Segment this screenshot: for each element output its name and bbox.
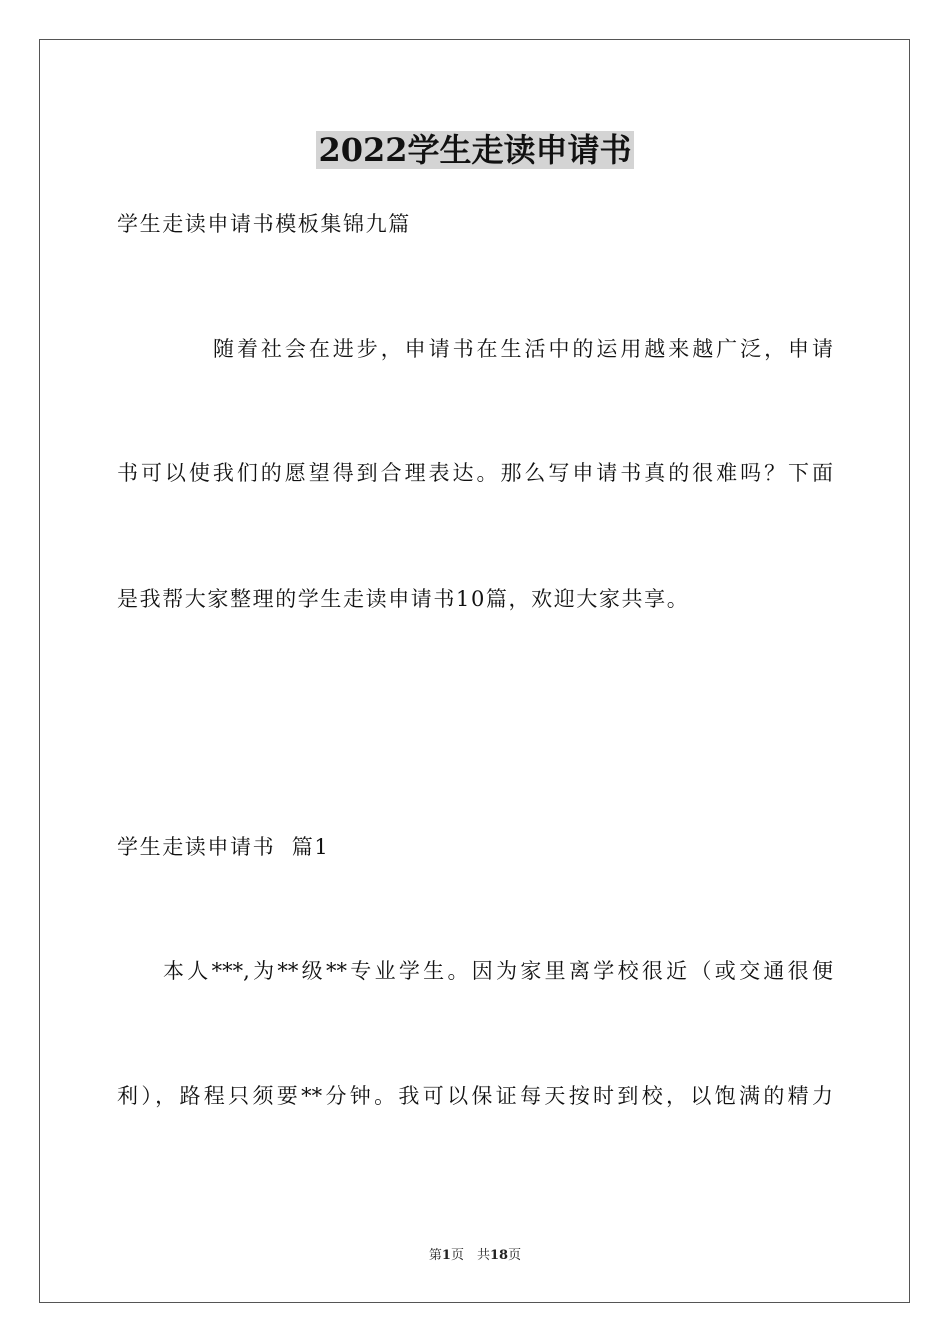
footer-mid: 页 共	[450, 1248, 490, 1263]
footer-current-page: 1	[441, 1248, 451, 1263]
footer-total-pages: 18	[489, 1248, 509, 1263]
intro-line-2: 书可以使我们的愿望得到合理表达。那么写申请书真的很难吗？下面	[117, 461, 833, 485]
title-text: 2022学生走读申请书	[318, 131, 632, 169]
body-line-1: 本人***,为**级**专业学生。因为家里离学校很近（或交通很便	[163, 959, 833, 983]
body-line-2: 利），路程只须要**分钟。我可以保证每天按时到校，以饱满的精力	[117, 1084, 833, 1108]
page-footer	[0, 1247, 950, 1265]
footer-suffix: 页	[508, 1248, 522, 1263]
document-title	[0, 128, 950, 172]
document-subtitle: 学生走读申请书模板集锦九篇	[117, 212, 411, 236]
intro-line-1: 随着社会在进步，申请书在生活中的运用越来越广泛，申请	[213, 337, 833, 361]
intro-line-3: 是我帮大家整理的学生走读申请书10篇，欢迎大家共享。	[117, 587, 690, 611]
section-heading: 学生走读申请书 篇1	[117, 835, 330, 859]
footer-prefix: 第	[428, 1248, 442, 1263]
